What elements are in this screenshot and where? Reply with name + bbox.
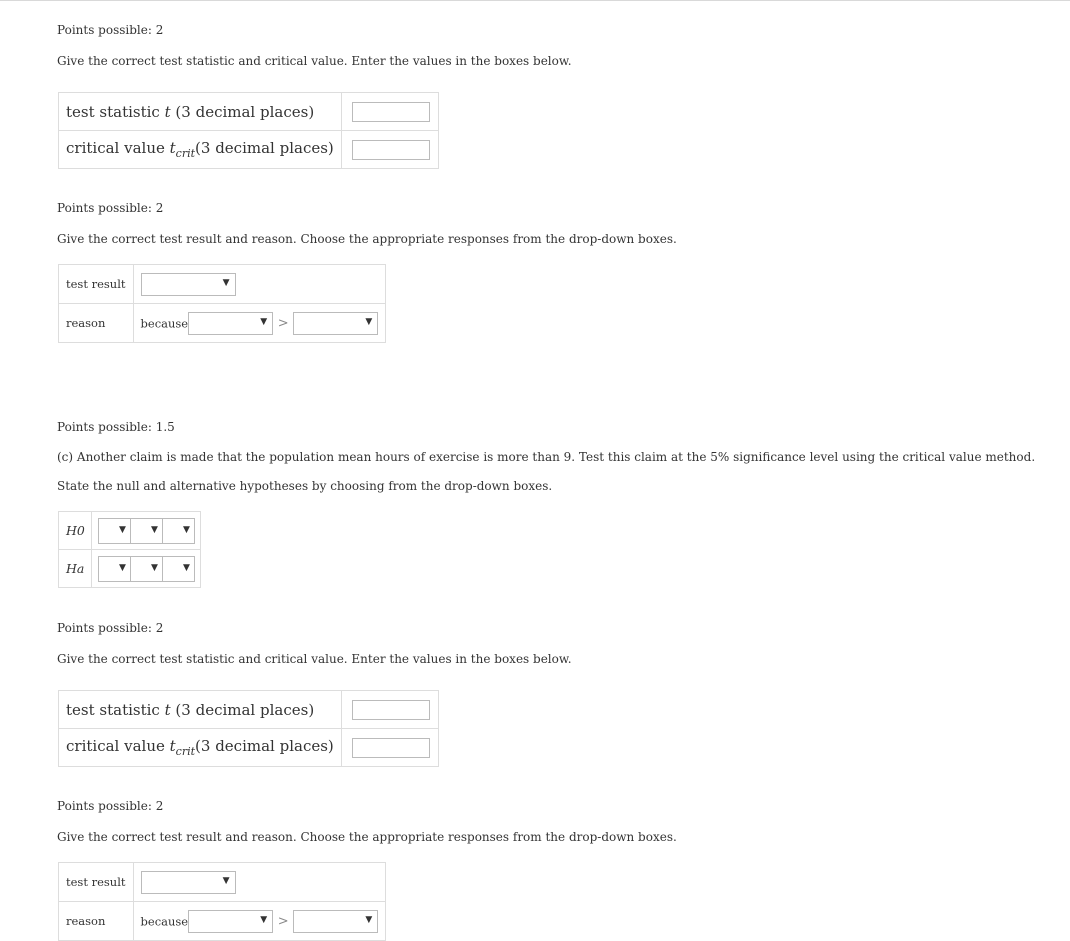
points-possible-2: Points possible: 2	[57, 201, 164, 215]
reason-right-dropdown[interactable]	[293, 910, 378, 933]
points-possible-3: Points possible: 1.5	[57, 420, 175, 434]
because-text: because	[140, 914, 189, 928]
points-possible-5: Points possible: 2	[57, 799, 164, 813]
points-possible-4: Points possible: 2	[57, 621, 164, 635]
question-c: (c) Another claim is made that the population mean hours of exercise is more than 9. Test this claim at the 5% significance level using the critical value method.	[57, 450, 1036, 464]
test-result-dropdown[interactable]	[141, 273, 236, 296]
reason-left-dropdown[interactable]	[188, 312, 273, 335]
chevron-down-icon: ▼	[222, 875, 230, 886]
instruction-2: Give the correct test result and reason. Choose the appropriate responses from the drop-down boxes.	[57, 232, 677, 246]
chevron-down-icon: ▼	[182, 562, 190, 573]
reason-label: reason	[59, 304, 134, 343]
chevron-down-icon: ▼	[150, 524, 158, 535]
instruction-1: Give the correct test statistic and critical value. Enter the values in the boxes below.	[57, 54, 572, 68]
because-text: because	[140, 316, 189, 330]
chevron-down-icon: ▼	[260, 316, 268, 327]
chevron-down-icon: ▼	[182, 524, 190, 535]
points-possible-1: Points possible: 2	[57, 23, 164, 37]
critical-value-label: critical value $t_{crit}(3$ decimal places)	[59, 729, 342, 767]
comparison-symbol: >	[277, 913, 289, 929]
reason-label: reason	[59, 902, 134, 941]
chevron-down-icon: ▼	[150, 562, 158, 573]
chevron-down-icon: ▼	[260, 914, 268, 925]
test-result-label: test result	[59, 265, 134, 304]
comparison-symbol: >	[277, 315, 289, 331]
chevron-down-icon: ▼	[118, 562, 126, 573]
test-result-table-1	[58, 264, 386, 343]
test-result-label: test result	[59, 863, 134, 902]
critical-value-label: critical value $t_{crit}(3$ decimal places)	[59, 131, 342, 169]
ha-label: Ha	[59, 550, 92, 588]
chevron-down-icon: ▼	[365, 914, 373, 925]
h0-parameter-dropdown[interactable]	[98, 518, 131, 544]
chevron-down-icon: ▼	[222, 277, 230, 288]
reason-right-dropdown[interactable]	[293, 312, 378, 335]
test-statistic-label: test statistic t (3 decimal places)	[59, 93, 342, 131]
ha-value-dropdown[interactable]	[162, 556, 195, 582]
chevron-down-icon: ▼	[118, 524, 126, 535]
test-statistic-input[interactable]	[352, 700, 430, 720]
instruction-4: Give the correct test statistic and critical value. Enter the values in the boxes below.	[57, 652, 572, 666]
chevron-down-icon: ▼	[365, 316, 373, 327]
h0-operator-dropdown[interactable]	[130, 518, 163, 544]
ha-operator-dropdown[interactable]	[130, 556, 163, 582]
instruction-3: State the null and alternative hypotheses by choosing from the drop-down boxes.	[57, 479, 553, 493]
critical-value-input[interactable]	[352, 738, 430, 758]
test-statistic-input[interactable]	[352, 102, 430, 122]
reason-left-dropdown[interactable]	[188, 910, 273, 933]
critical-value-input[interactable]	[352, 140, 430, 160]
hypotheses-table	[58, 511, 201, 588]
h0-label: H0	[59, 512, 92, 550]
ha-parameter-dropdown[interactable]	[98, 556, 131, 582]
test-statistic-table-2	[58, 690, 439, 767]
top-divider	[0, 0, 1070, 1]
test-result-dropdown[interactable]	[141, 871, 236, 894]
h0-value-dropdown[interactable]	[162, 518, 195, 544]
test-result-table-2	[58, 862, 386, 941]
instruction-5: Give the correct test result and reason. Choose the appropriate responses from the drop-down boxes.	[57, 830, 677, 844]
test-statistic-table-1	[58, 92, 439, 169]
test-statistic-label: test statistic t (3 decimal places)	[59, 691, 342, 729]
